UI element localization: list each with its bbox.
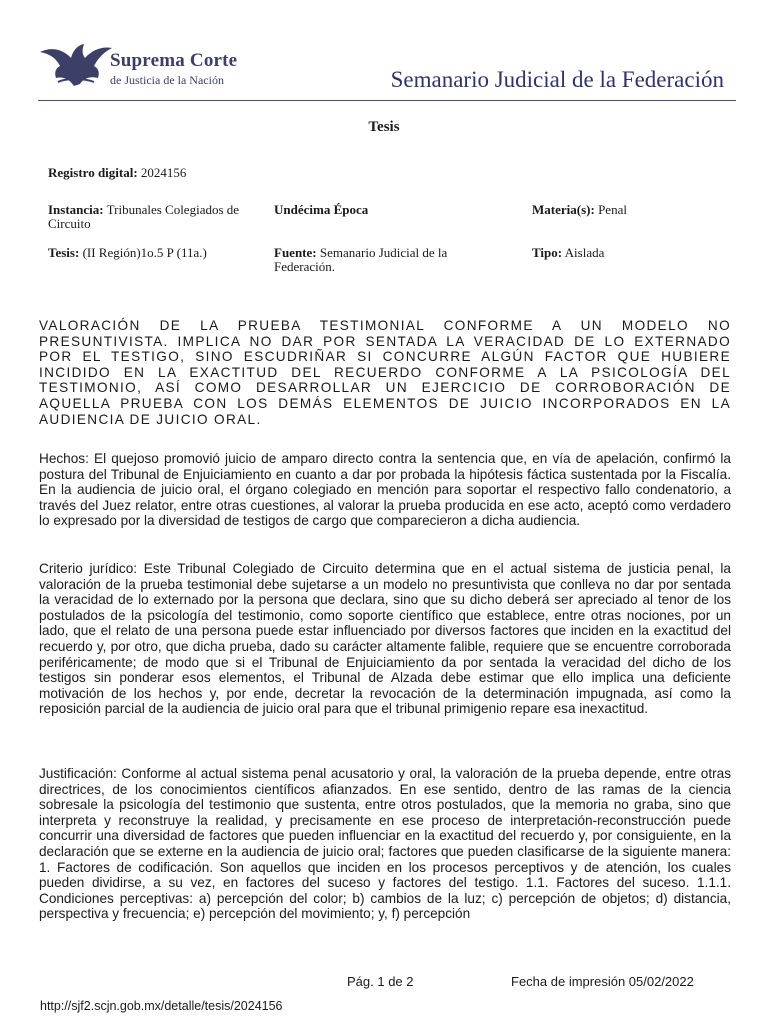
materia-value: Penal bbox=[598, 202, 627, 217]
tesis-clave bbox=[48, 246, 207, 260]
fuente-value: Semanario Judicial de la Federación. bbox=[274, 245, 448, 274]
tesis-value: (II Región)1o.5 P (11a.) bbox=[82, 245, 207, 260]
paragraph-justificacion: Justificación: Conforme al actual sistema penal acusatorio y oral, la valoración de la prueba depende, entre otras directrices, de los conocimientos científicos afianzados. En ese sentido, dentro de las ramas de la ciencia sobresale la psicología del testimonio que sustenta, entre otros postulados, que la memoria no graba, sino que interpreta y reconstruye la realidad, y precisamente en ese proceso de interpretación-reconstrucción puede concurrir una diversidad de factores que pueden influenciar en la exactitud del recuerdo y, por consiguiente, en la declaración que se externe en la audiencia de juicio oral; factores que pueden clasificarse de la siguiente manera: 1. Factores de codificación. Son aquellos que inciden en los procesos perceptivos y de atención, los cuales pueden dividirse, a su vez, en factores del suceso y factores del testigo. 1.1. Factores del suceso. 1.1.1. Condiciones perceptivas: a) percepción del color; b) cambios de la luz; c) percepción de objetos; d) distancia, perspectiva y frecuencia; e) percepción del movimiento; y, f) percepción bbox=[39, 766, 731, 922]
fuente-label: Fuente: bbox=[274, 245, 317, 260]
page-number: Pág. 1 de 2 bbox=[347, 974, 414, 989]
logo-title: Suprema Corte bbox=[110, 50, 238, 71]
scjn-logo[interactable] bbox=[38, 40, 298, 90]
site-title: Semanario Judicial de la Federación bbox=[390, 67, 724, 92]
registro-label: Registro digital: bbox=[48, 165, 138, 180]
instancia bbox=[48, 203, 263, 231]
logo-subtitle: de Justicia de la Nación bbox=[110, 73, 224, 87]
epoca-value: Undécima Época bbox=[274, 202, 369, 217]
materia-label: Materia(s): bbox=[532, 202, 595, 217]
tipo bbox=[532, 246, 604, 260]
print-date: Fecha de impresión 05/02/2022 bbox=[511, 974, 694, 989]
page-header bbox=[38, 40, 736, 101]
eagle-emblem-icon bbox=[38, 42, 114, 88]
tipo-label: Tipo: bbox=[532, 245, 563, 260]
registro-digital bbox=[48, 166, 186, 180]
tesis-rubro: VALORACIÓN DE LA PRUEBA TESTIMONIAL CONFORME A UN MODELO NO PRESUNTIVISTA. IMPLICA NO DAR POR SENTADA LA VERACIDAD DE LO EXTERNADO POR EL TESTIGO, SINO ESCUDRIÑAR SI CONCURRE ALGÚN FACTOR QUE HUBIERE INCIDIDO EN LA EXACTITUD DEL RECUERDO CONFORME A LA PSICOLOGÍA DEL TESTIMONIO, ASÍ COMO DESARROLLAR UN EJERCICIO DE CORROBORACIÓN DE AQUELLA PRUEBA CON LOS DEMÁS ELEMENTOS DE JUICIO INCORPORADOS EN LA AUDIENCIA DE JUICIO ORAL. bbox=[39, 318, 731, 427]
instancia-value: Tribunales Colegiados de Circuito bbox=[48, 202, 240, 231]
paragraph-criterio: Criterio jurídico: Este Tribunal Colegiado de Circuito determina que en el actual sistema de justicia penal, la valoración de la prueba testimonial debe sujetarse a un modelo no presuntivista que conlleva no dar por sentada la veracidad de lo externado por la persona que declara, sino que su dicho deberá ser apreciado al tenor de los postulados de la psicología del testimonio, como soporte científico que establece, entre otras nociones, por un lado, que el relato de una persona puede estar influenciado por diversos factores que inciden en la exactitud del recuerdo y, por otro, que dicha prueba, dado su carácter altamente falible, requiere que se encuentre corroborada periféricamente; de modo que si el Tribunal de Enjuiciamiento da por sentada la veracidad del dicho de los testigos sin ponderar esos elementos, el Tribunal de Alzada debe estimar que ello implica una deficiente motivación de los hechos y, por ende, decretar la revocación de la determinación impugnada, así como la reposición parcial de la audiencia de juicio oral para que el tribunal primigenio repare esa inexactitud. bbox=[39, 561, 731, 717]
fuente bbox=[274, 246, 489, 274]
tesis-label: Tesis: bbox=[48, 245, 80, 260]
instancia-label: Instancia: bbox=[48, 202, 104, 217]
document-type-heading: Tesis bbox=[368, 119, 400, 135]
registro-value: 2024156 bbox=[140, 165, 187, 180]
epoca bbox=[274, 203, 368, 217]
paragraph-hechos: Hechos: El quejoso promovió juicio de amparo directo contra la sentencia que, en vía de apelación, confirmó la postura del Tribunal de Enjuiciamiento en cuanto a dar por probada la hipótesis fáctica sustentada por la Fiscalía. En la audiencia de juicio oral, el órgano colegiado en mención para soportar el respectivo fallo condenatorio, a través del Juez relator, entre otras cuestiones, al valorar la prueba producida en ese acto, aceptó como verdadero lo expresado por la diversidad de testigos de cargo que comparecieron a dicha audiencia. bbox=[39, 451, 731, 529]
source-url[interactable]: http://sjf2.scjn.gob.mx/detalle/tesis/2024156 bbox=[40, 999, 283, 1013]
materia bbox=[532, 203, 627, 217]
tipo-value: Aislada bbox=[564, 245, 605, 260]
